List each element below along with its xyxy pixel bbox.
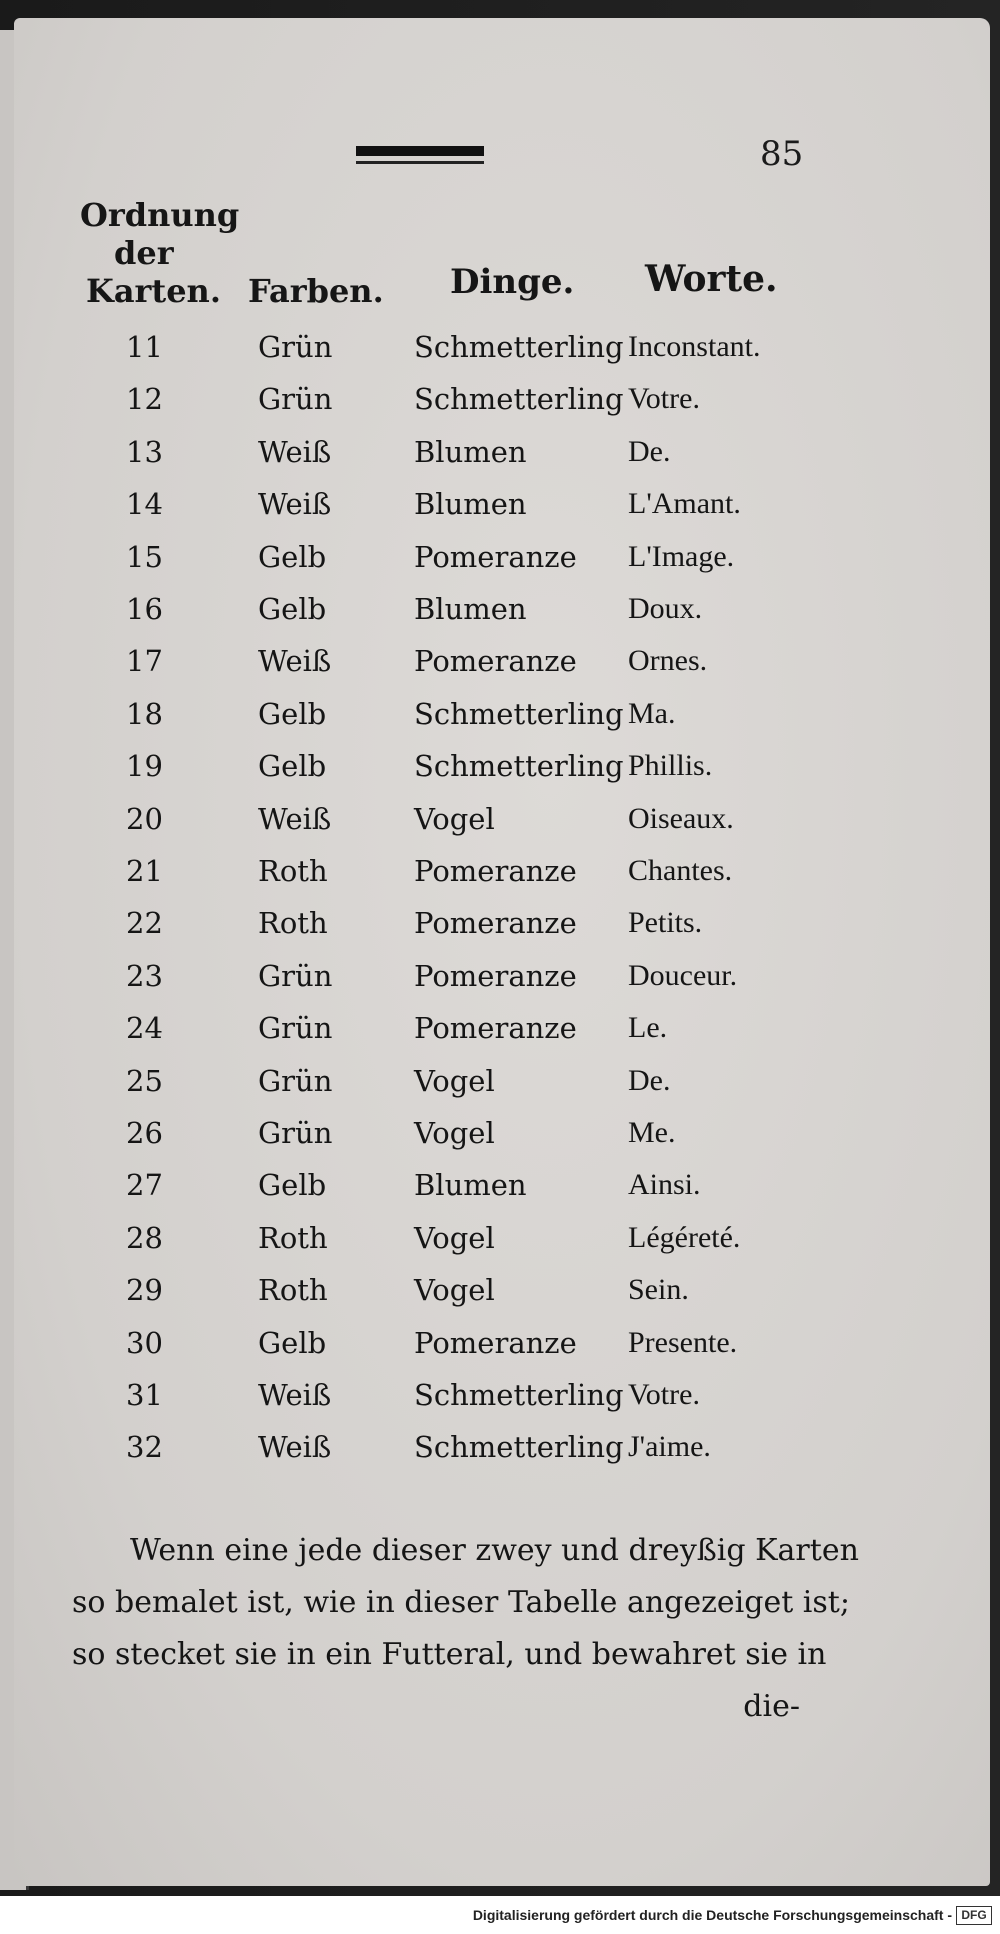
row-card-number: 20 <box>126 801 163 836</box>
table-row <box>0 1168 1000 1220</box>
row-word: L'Amant. <box>628 487 741 521</box>
table-row <box>0 749 1000 801</box>
body-paragraph <box>72 1525 859 1733</box>
table-row <box>0 1116 1000 1168</box>
row-card-number: 26 <box>126 1116 163 1150</box>
row-word: Votre. <box>628 1378 700 1411</box>
row-card-number: 15 <box>126 539 163 574</box>
header-karten: Karten. <box>86 272 221 310</box>
row-color: Gelb <box>258 592 327 626</box>
row-object: Pomeranze <box>414 1325 577 1360</box>
table-row <box>0 1064 1000 1116</box>
row-object: Vogel <box>414 1273 495 1308</box>
row-color: Weiß <box>258 434 332 469</box>
row-word: Sein. <box>628 1273 689 1307</box>
row-object: Schmetterling <box>414 749 624 784</box>
row-color: Roth <box>258 1273 328 1308</box>
row-card-number: 23 <box>126 958 163 993</box>
header-ordnung: Ordnung <box>80 196 240 234</box>
table-row <box>0 644 1000 696</box>
table-row <box>0 1273 1000 1325</box>
header-dinge: Dinge. <box>450 262 575 302</box>
row-card-number: 31 <box>126 1378 163 1412</box>
table-row <box>0 959 1000 1011</box>
row-object: Pomeranze <box>414 644 577 679</box>
row-color: Grün <box>258 1063 333 1098</box>
row-card-number: 13 <box>126 434 163 469</box>
row-word: Ma. <box>628 696 676 730</box>
row-object: Vogel <box>414 801 495 836</box>
row-card-number: 14 <box>126 487 163 522</box>
row-color: Grün <box>258 1116 333 1150</box>
row-word: Le. <box>628 1011 668 1045</box>
page-number: 85 <box>760 134 804 174</box>
row-word: Chantes. <box>628 854 733 887</box>
header-worte: Worte. <box>645 258 778 300</box>
row-card-number: 32 <box>126 1430 163 1465</box>
row-object: Pomeranze <box>414 958 577 993</box>
row-color: Weiß <box>258 1430 332 1465</box>
header-card-order <box>80 196 239 310</box>
row-object: Schmetterling <box>414 1378 624 1412</box>
row-word: Presente. <box>628 1325 738 1359</box>
row-object: Schmetterling <box>414 696 624 731</box>
row-object: Blumen <box>414 434 527 469</box>
table-row <box>0 906 1000 958</box>
table-row <box>0 1378 1000 1430</box>
row-color: Gelb <box>258 696 327 731</box>
paragraph-line-2: so bemalet ist, wie in dieser Tabelle angezeiget ist; <box>72 1585 850 1620</box>
table-row <box>0 592 1000 644</box>
row-word: Doux. <box>628 592 703 625</box>
row-object: Schmetterling <box>414 382 624 417</box>
row-color: Weiß <box>258 801 332 836</box>
table-row <box>0 1326 1000 1378</box>
row-word: Ainsi. <box>628 1168 701 1202</box>
row-object: Schmetterling <box>414 330 624 364</box>
row-object: Pomeranze <box>414 854 577 888</box>
row-card-number: 11 <box>126 330 163 364</box>
row-color: Roth <box>258 1220 328 1255</box>
row-color: Weiß <box>258 644 332 679</box>
row-color: Gelb <box>258 1325 327 1360</box>
row-card-number: 28 <box>126 1220 163 1255</box>
row-color: Roth <box>258 854 328 888</box>
row-word: Petits. <box>628 906 703 940</box>
table-row <box>0 487 1000 539</box>
paragraph-line-3: so stecket sie in ein Futteral, und bewahret sie in <box>72 1637 827 1672</box>
row-word: Douceur. <box>628 958 738 992</box>
row-object: Vogel <box>414 1063 495 1098</box>
ornament-thick-rule <box>356 146 484 156</box>
table-row <box>0 540 1000 592</box>
row-object: Pomeranze <box>414 1011 577 1046</box>
row-card-number: 17 <box>126 644 163 679</box>
row-card-number: 21 <box>126 854 163 888</box>
row-object: Blumen <box>414 487 527 522</box>
row-word: Ornes. <box>628 644 708 678</box>
table-row <box>0 854 1000 906</box>
table-row <box>0 1011 1000 1063</box>
table-row <box>0 697 1000 749</box>
row-word: Légéreté. <box>628 1220 741 1254</box>
row-word: Inconstant. <box>628 330 761 363</box>
row-object: Blumen <box>414 1168 527 1203</box>
row-object: Vogel <box>414 1116 495 1150</box>
row-card-number: 27 <box>126 1168 163 1203</box>
row-color: Weiß <box>258 1378 332 1412</box>
row-object: Blumen <box>414 592 527 626</box>
row-word: Oiseaux. <box>628 801 734 835</box>
row-card-number: 24 <box>126 1011 163 1046</box>
row-card-number: 22 <box>126 906 163 941</box>
row-word: De. <box>628 434 671 468</box>
paragraph-catchword: die- <box>743 1689 800 1724</box>
row-word: Me. <box>628 1116 676 1149</box>
header-ornament <box>356 146 484 164</box>
row-color: Weiß <box>258 487 332 522</box>
row-card-number: 19 <box>126 749 163 784</box>
row-color: Grün <box>258 958 333 993</box>
row-card-number: 25 <box>126 1063 163 1098</box>
header-der: der <box>114 234 174 272</box>
row-color: Gelb <box>258 749 327 784</box>
row-word: Votre. <box>628 382 700 416</box>
row-word: De. <box>628 1063 671 1097</box>
row-word: Phillis. <box>628 749 713 783</box>
row-object: Pomeranze <box>414 539 577 574</box>
header-farben: Farben. <box>248 272 384 310</box>
ornament-thin-rule <box>356 161 484 164</box>
paragraph-line-1: Wenn eine jede dieser zwey und dreyßig Karten <box>130 1533 859 1568</box>
row-object: Vogel <box>414 1220 495 1255</box>
row-card-number: 16 <box>126 592 163 626</box>
row-card-number: 12 <box>126 382 163 417</box>
row-object: Schmetterling <box>414 1430 624 1465</box>
row-color: Grün <box>258 1011 333 1046</box>
table-row <box>0 330 1000 382</box>
digitization-footer <box>0 1896 1000 1934</box>
dfg-logo: DFG <box>956 1906 992 1925</box>
footer-credit: Digitalisierung gefördert durch die Deutsche Forschungsgemeinschaft - <box>472 1907 952 1923</box>
table-row <box>0 1221 1000 1273</box>
table-row <box>0 435 1000 487</box>
row-word: J'aime. <box>628 1430 711 1464</box>
row-color: Roth <box>258 906 328 941</box>
row-color: Gelb <box>258 1168 327 1203</box>
row-color: Gelb <box>258 539 327 574</box>
row-card-number: 30 <box>126 1325 163 1360</box>
table-row <box>0 802 1000 854</box>
row-word: L'Image. <box>628 539 735 573</box>
row-card-number: 29 <box>126 1273 163 1308</box>
row-card-number: 18 <box>126 696 163 731</box>
table-row <box>0 1430 1000 1482</box>
row-object: Pomeranze <box>414 906 577 941</box>
row-color: Grün <box>258 330 333 364</box>
row-color: Grün <box>258 382 333 417</box>
table-row <box>0 382 1000 434</box>
